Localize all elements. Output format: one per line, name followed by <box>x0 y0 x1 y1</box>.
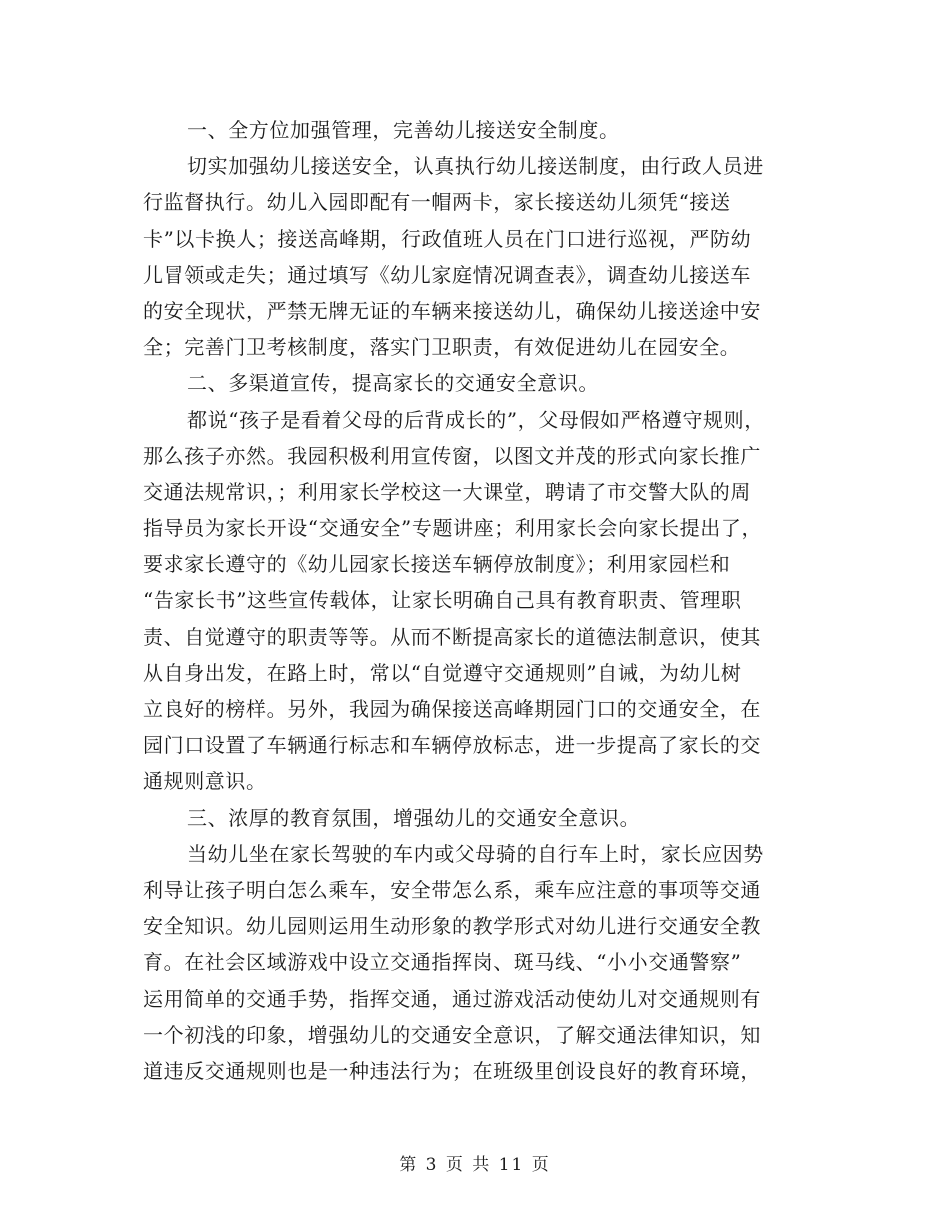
text-line: 运用简单的交通手势，指挥交通，通过游戏活动使幼儿对交通规则有 <box>143 986 761 1011</box>
text-line: 园门口设置了车辆通行标志和车辆停放标志，进一步提高了家长的交 <box>143 733 761 758</box>
text-line: 指导员为家长开设“交通安全”专题讲座；利用家长会向家长提出了， <box>143 516 763 541</box>
text-line: 安全知识。幼儿园则运用生动形象的教学形式对幼儿进行交通安全教 <box>143 914 761 939</box>
page-footer: 第 3 页 共 11 页 <box>399 1155 551 1175</box>
text-line: 的安全现状，严禁无牌无证的车辆来接送幼儿，确保幼儿接送途中安 <box>143 298 761 323</box>
document-body <box>143 112 807 1089</box>
text-line: 交通法规常识，；利用家长学校这一大课堂，聘请了市交警大队的周 <box>143 479 751 504</box>
text-line: 立良好的榜样。另外，我园为确保接送高峰期园门口的交通安全，在 <box>143 697 761 721</box>
text-line: 利导让孩子明白怎么乘车，安全带怎么系，乘车应注意的事项等交通 <box>143 877 761 902</box>
text-line: 全；完善门卫考核制度，落实门卫职责，有效促进幼儿在园安全。 <box>143 335 741 360</box>
text-line: 从自身出发，在路上时，常以“自觉遵守交通规则”自诫，为幼儿树 <box>143 660 742 685</box>
text-line: 那么孩子亦然。我园积极利用宣传窗，以图文并茂的形式向家长推广 <box>143 443 761 468</box>
text-line: 卡”以卡换人；接送高峰期，行政值班人员在门口进行巡视，严防幼 <box>143 226 752 251</box>
text-line: 要求家长遵守的《幼儿园家长接送车辆停放制度》；利用家园栏和 <box>143 552 731 577</box>
text-line: 二、多渠道宣传，提高家长的交通安全意识。 <box>187 371 599 396</box>
text-line: 都说“孩子是看着父母的后背成长的”，父母假如严格遵守规则， <box>187 407 765 432</box>
text-line: 儿冒领或走失；通过填写《幼儿家庭情况调查表》，调查幼儿接送车 <box>143 262 751 287</box>
text-line: 道违反交通规则也是一种违法行为；在班级里创设良好的教育环境， <box>143 1058 761 1083</box>
text-line: 一个初浅的印象，增强幼儿的交通安全意识，了解交通法律知识，知 <box>143 1022 761 1047</box>
text-line: 当幼儿坐在家长驾驶的车内或父母骑的自行车上时，家长应因势 <box>187 841 764 866</box>
text-line: 一、全方位加强管理，完善幼儿接送安全制度。 <box>187 118 620 142</box>
text-line: 通规则意识。 <box>143 769 267 794</box>
text-line: 行监督执行。幼儿入园即配有一帽两卡，家长接送幼儿须凭“接送 <box>143 190 731 215</box>
text-line: 责、自觉遵守的职责等等。从而不断提高家长的道德法制意识，使其 <box>143 624 761 649</box>
text-line: 切实加强幼儿接送安全，认真执行幼儿接送制度，由行政人员进 <box>187 154 764 179</box>
text-line: “告家长书”这些宣传载体，让家长明确自己具有教育职责、管理职 <box>143 588 742 613</box>
text-line: 三、浓厚的教育氛围，增强幼儿的交通安全意识。 <box>187 805 641 830</box>
text-line: 育。在社会区域游戏中设立交通指挥岗、斑马线、“小小交通警察” <box>143 950 742 975</box>
